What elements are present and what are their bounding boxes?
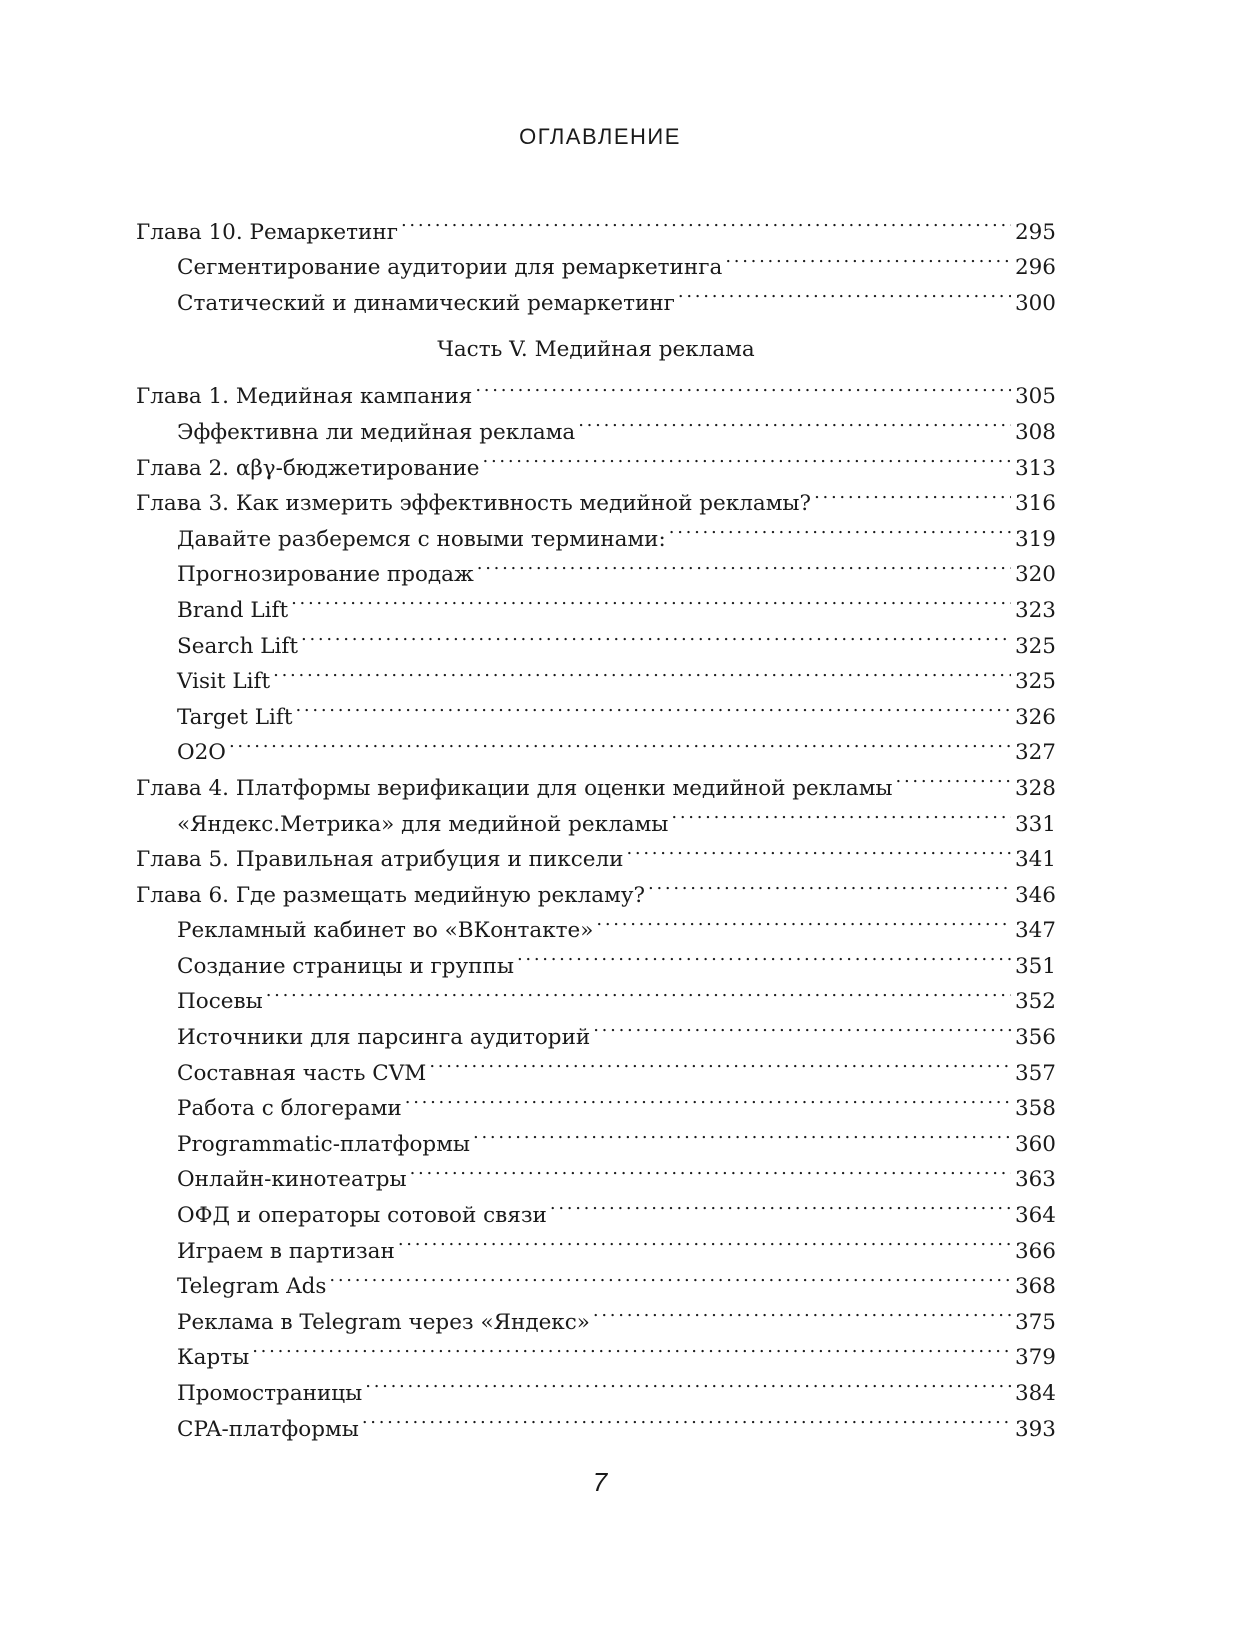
toc-entry-title: Статический и динамический ремаркетинг <box>177 290 675 316</box>
toc-entry-page: 320 <box>1014 562 1056 588</box>
toc-entry-page: 328 <box>1014 775 1056 801</box>
toc-entry-title: ОФД и операторы сотовой связи <box>177 1203 547 1229</box>
toc-entry-title: Давайте разберемся с новыми терминами: <box>177 526 666 552</box>
toc-entry-title: Онлайн-кинотеатры <box>177 1167 407 1193</box>
toc-entry-title: Глава 2. αβγ-бюджетирование <box>136 455 480 481</box>
part-heading: Часть V. Медийная реклама <box>437 336 755 362</box>
toc-entry-title: Играем в партизан <box>177 1238 395 1264</box>
toc-entry-page: 347 <box>1014 918 1056 944</box>
toc-entry-title: Глава 10. Ремаркетинг <box>136 219 398 245</box>
toc-entry-title: Глава 1. Медийная кампания <box>136 384 473 410</box>
toc-entry <box>136 653 1056 695</box>
dot-leader <box>266 973 1011 1009</box>
toc-entry-page: 325 <box>1014 633 1056 659</box>
toc-entry-page: 316 <box>1014 491 1056 517</box>
dot-leader <box>401 203 1011 239</box>
toc-entry-page: 358 <box>1014 1096 1056 1122</box>
dot-leader <box>671 795 1011 831</box>
dot-leader <box>896 759 1011 795</box>
toc-entry-page: 379 <box>1014 1345 1056 1371</box>
toc-entry <box>136 1329 1056 1371</box>
toc-entry-page: 360 <box>1014 1131 1056 1157</box>
toc-entry-page: 375 <box>1014 1309 1056 1335</box>
toc-entry-title: Brand Lift <box>177 597 289 623</box>
toc-entry-page: 313 <box>1014 455 1056 481</box>
toc-entry <box>136 203 1056 245</box>
dot-leader <box>593 1293 1011 1329</box>
toc-entry-title: Глава 6. Где размещать медийную рекламу? <box>136 882 646 908</box>
toc-entry-page: 346 <box>1014 882 1056 908</box>
dot-leader <box>295 688 1010 724</box>
dot-leader <box>669 510 1011 546</box>
toc-entry-title: Глава 4. Платформы верификации для оценки медийной рекламы <box>136 775 893 801</box>
toc-entry-page: 323 <box>1014 597 1056 623</box>
toc-entry-page: 384 <box>1014 1381 1056 1406</box>
toc-entry <box>136 1008 1056 1051</box>
toc-entry-page: 357 <box>1014 1060 1056 1086</box>
dot-leader <box>550 1186 1011 1222</box>
dot-leader <box>273 653 1011 689</box>
dot-leader <box>517 937 1011 973</box>
page-number: 7 <box>592 1467 608 1497</box>
dot-leader <box>648 866 1011 902</box>
toc-entry-title: Создание страницы и группы <box>177 953 514 979</box>
toc-entry-title: Посевы <box>177 989 263 1015</box>
toc-entry-title: Карты <box>177 1345 250 1371</box>
toc-entry <box>136 688 1056 730</box>
dot-leader <box>473 1115 1011 1151</box>
toc-entry-page: 368 <box>1014 1274 1056 1300</box>
dot-leader <box>475 368 1011 404</box>
toc-entry-page: 319 <box>1014 526 1056 552</box>
toc-entry-page: 351 <box>1014 953 1056 979</box>
dot-leader <box>398 1222 1011 1258</box>
toc-entry-page: 325 <box>1014 669 1056 695</box>
toc-entry <box>136 724 1056 766</box>
dot-leader <box>593 1008 1011 1044</box>
toc-entry-title: Глава 5. Правильная атрибуция и пиксели <box>136 847 624 873</box>
toc-entry-title: Target Lift <box>177 704 293 730</box>
toc-entry-page: 364 <box>1014 1203 1056 1229</box>
dot-leader <box>410 1151 1011 1187</box>
toc-section-part <box>136 368 1056 1442</box>
toc-entry-title: O2O <box>177 740 226 766</box>
dot-leader <box>596 902 1011 938</box>
toc-entry-title: Источники для парсинга аудиторий <box>177 1025 591 1051</box>
toc-entry-page: 327 <box>1014 740 1056 766</box>
toc-entry-title: Прогнозирование продаж <box>177 562 474 588</box>
toc-entry-title: Эффективна ли медийная реклама <box>177 419 576 445</box>
table-of-contents <box>136 203 1056 1442</box>
page-title: ОГЛАВЛЕНИЕ <box>519 124 681 149</box>
toc-entry-page: 305 <box>1014 384 1056 410</box>
dot-leader <box>429 1044 1011 1080</box>
dot-leader <box>678 274 1011 310</box>
dot-leader <box>291 581 1011 617</box>
dot-leader <box>229 724 1011 760</box>
toc-entry-title: Промостраницы <box>177 1381 363 1406</box>
toc-entry-page: 393 <box>1014 1416 1056 1442</box>
toc-entry-page: 363 <box>1014 1167 1056 1193</box>
toc-entry-page: 341 <box>1014 847 1056 873</box>
dot-leader <box>405 1080 1011 1116</box>
dot-leader <box>814 475 1011 511</box>
toc-entry-title: Programmatic-платформы <box>177 1131 471 1157</box>
toc-entry-page: 356 <box>1014 1025 1056 1051</box>
toc-entry-title: CPA-платформы <box>177 1416 359 1442</box>
toc-entry-title: Составная часть CVM <box>177 1060 427 1086</box>
toc-entry <box>136 368 1056 410</box>
toc-entry-title: Реклама в Telegram через «Яндекс» <box>177 1309 590 1335</box>
dot-leader <box>362 1400 1011 1436</box>
toc-entry-title: Сегментирование аудитории для ремаркетинга <box>177 255 723 281</box>
toc-entry-page: 295 <box>1014 219 1056 245</box>
dot-leader <box>301 617 1011 653</box>
dot-leader <box>578 403 1011 439</box>
dot-leader <box>365 1364 1011 1400</box>
toc-entry-page: 331 <box>1014 811 1056 837</box>
dot-leader <box>483 439 1011 475</box>
dot-leader <box>252 1329 1011 1365</box>
toc-entry-page: 296 <box>1014 255 1056 281</box>
toc-entry-title: Глава 3. Как измерить эффективность медийной рекламы? <box>136 491 812 517</box>
toc-entry-title: Рекламный кабинет во «ВКонтакте» <box>177 918 594 944</box>
toc-entry <box>136 973 1056 1015</box>
toc-entry-title: Search Lift <box>177 633 299 659</box>
dot-leader <box>329 1258 1011 1294</box>
dot-leader <box>725 239 1011 275</box>
toc-entry-page: 366 <box>1014 1238 1056 1264</box>
toc-section-top <box>136 203 1056 316</box>
dot-leader <box>477 546 1011 582</box>
toc-entry-title: Работа с блогерами <box>177 1096 402 1122</box>
toc-entry-page: 352 <box>1014 989 1056 1015</box>
toc-entry-page: 326 <box>1014 704 1056 730</box>
toc-entry <box>136 1364 1056 1406</box>
toc-entry-title: Visit Lift <box>177 669 271 695</box>
dot-leader <box>626 831 1010 867</box>
toc-entry-title: Telegram Ads <box>177 1274 327 1300</box>
toc-entry <box>136 759 1056 801</box>
toc-entry-title: «Яндекс.Метрика» для медийной рекламы <box>177 811 669 837</box>
toc-entry-page: 308 <box>1014 419 1056 445</box>
toc-entry-page: 300 <box>1014 290 1056 316</box>
